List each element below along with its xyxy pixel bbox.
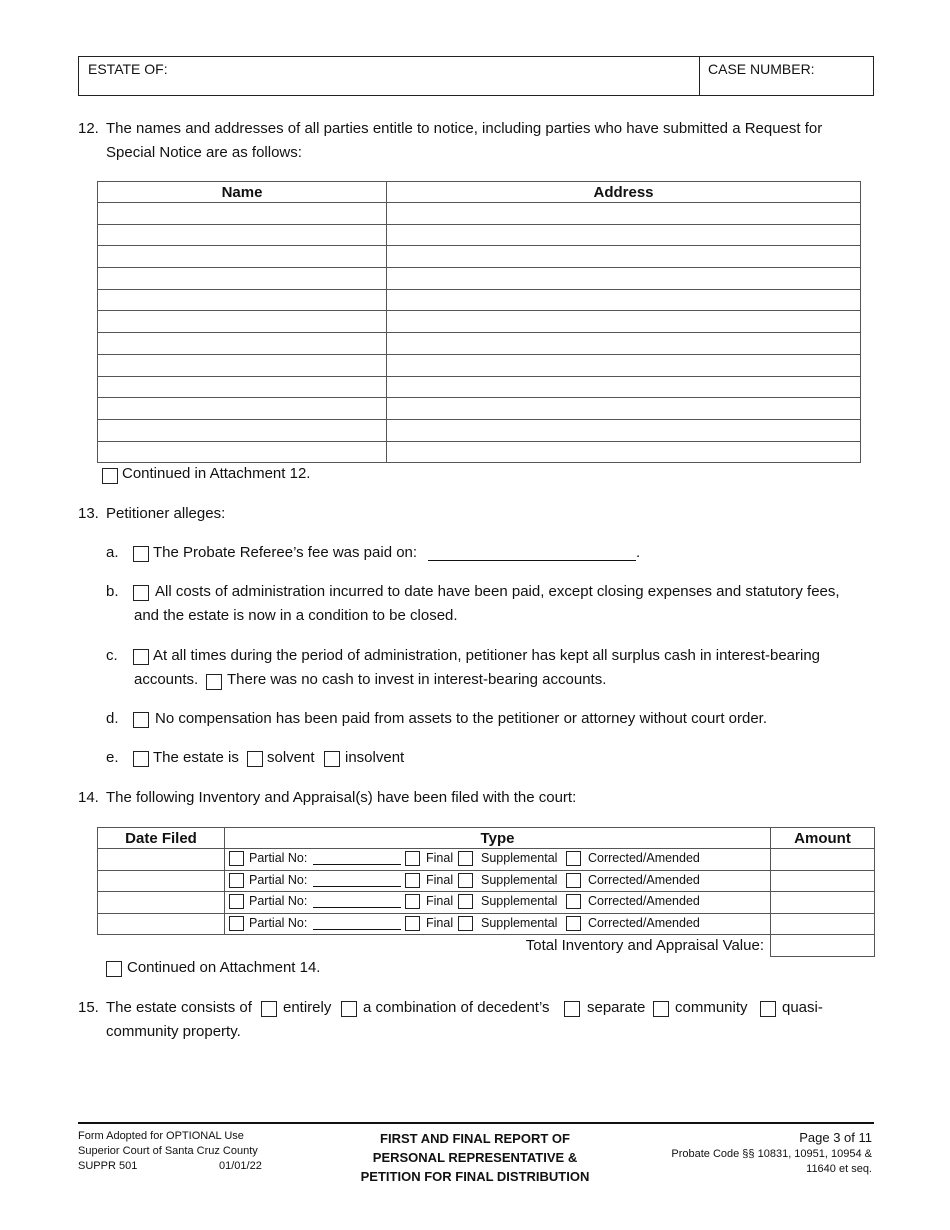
final-label: Final (426, 872, 454, 887)
estate-is-text: The estate is (153, 749, 239, 766)
party-name-cell[interactable] (98, 354, 387, 376)
final-label: Final (426, 851, 454, 865)
party-name-cell[interactable] (98, 333, 387, 355)
partial-label: Partial No: (249, 894, 308, 909)
no-compensation-checkbox[interactable] (133, 712, 149, 728)
notice-parties-table (97, 181, 861, 463)
footer-code-line2: 11640 et seq. (806, 1163, 872, 1175)
footer-title-line3: PETITION FOR FINAL DISTRIBUTION (360, 1169, 590, 1184)
insolvent-label: insolvent (345, 749, 405, 766)
corrected-amended-label: Corrected/Amended (588, 915, 700, 930)
footer-left (78, 1129, 288, 1174)
table-row (98, 913, 875, 935)
item-15-number: 15. (78, 999, 99, 1016)
supplemental-checkbox[interactable] (458, 916, 473, 931)
type-cell (225, 849, 771, 871)
item-12-number: 12. (78, 120, 99, 137)
corrected-amended-checkbox[interactable] (566, 916, 581, 931)
date-filed-cell[interactable] (98, 892, 225, 914)
final-label: Final (426, 915, 454, 930)
party-name-cell[interactable] (98, 311, 387, 333)
partial-number-field[interactable] (313, 907, 401, 908)
footer-form-date: 01/01/22 (219, 1160, 262, 1172)
amount-cell[interactable] (771, 849, 875, 871)
item-14-number: 14. (78, 789, 99, 806)
table-row (98, 419, 861, 441)
combination-checkbox[interactable] (341, 1001, 357, 1017)
partial-checkbox[interactable] (229, 894, 244, 909)
caption-box (78, 56, 874, 96)
name-column-header: Name (98, 182, 387, 203)
partial-number-field[interactable] (313, 929, 401, 930)
partial-checkbox[interactable] (229, 851, 244, 866)
table-row (98, 354, 861, 376)
supplemental-label: Supplemental (481, 915, 558, 930)
item-12-text-line2: Special Notice are as follows: (106, 144, 302, 161)
no-cash-text: There was no cash to invest in interest-bearing accounts. (227, 671, 607, 688)
final-checkbox[interactable] (405, 851, 420, 866)
party-address-cell[interactable] (387, 333, 861, 355)
party-address-cell[interactable] (387, 398, 861, 420)
costs-paid-line2: and the estate is now in a condition to be closed. (134, 607, 458, 624)
footer-court-name: Superior Court of Santa Cruz County (78, 1145, 258, 1157)
partial-number-field[interactable] (313, 886, 401, 887)
amount-cell[interactable] (771, 892, 875, 914)
date-filed-cell[interactable] (98, 913, 225, 935)
footer-code-line1: Probate Code §§ 10831, 10951, 10954 & (671, 1148, 872, 1160)
final-checkbox[interactable] (405, 873, 420, 888)
table-row (98, 268, 861, 290)
date-filed-cell[interactable] (98, 849, 225, 871)
partial-checkbox[interactable] (229, 916, 244, 931)
partial-label: Partial No: (249, 872, 308, 887)
estate-of-label: ESTATE OF: (88, 61, 168, 77)
footer-form-number: SUPPR 501 (78, 1160, 138, 1172)
entirely-label: entirely (283, 999, 332, 1016)
type-cell (225, 913, 771, 935)
footer-rule (78, 1122, 874, 1124)
item-13-intro: Petitioner alleges: (106, 505, 226, 522)
costs-paid-checkbox[interactable] (133, 585, 149, 601)
type-cell (225, 892, 771, 914)
party-address-cell[interactable] (387, 246, 861, 268)
party-address-cell[interactable] (387, 419, 861, 441)
amount-cell[interactable] (771, 870, 875, 892)
table-row (98, 246, 861, 268)
footer-page-number: Page 3 of 11 (799, 1130, 872, 1145)
continued-attachment-14-checkbox[interactable] (106, 961, 122, 977)
party-address-cell[interactable] (387, 224, 861, 246)
type-cell (225, 870, 771, 892)
table-row (98, 849, 875, 871)
item-13-number: 13. (78, 505, 99, 522)
amount-column-header: Amount (771, 828, 875, 849)
party-address-cell[interactable] (387, 289, 861, 311)
footer-form-adopted: Form Adopted for OPTIONAL Use (78, 1130, 244, 1142)
date-filed-column-header: Date Filed (98, 828, 225, 849)
footer-form-id-row (78, 1159, 288, 1174)
supplemental-label: Supplemental (481, 894, 558, 909)
party-name-cell[interactable] (98, 289, 387, 311)
entirely-checkbox[interactable] (261, 1001, 277, 1017)
type-column-header: Type (225, 828, 771, 849)
footer-title-line1: FIRST AND FINAL REPORT OF (380, 1131, 570, 1146)
separate-label: separate (587, 999, 646, 1016)
combination-label: a combination of decedent’s (363, 999, 550, 1016)
estate-consists-text: The estate consists of (106, 999, 252, 1016)
continued-attachment-14-label: Continued on Attachment 14. (127, 959, 321, 976)
item-13a-letter: a. (106, 544, 119, 561)
corrected-amended-checkbox[interactable] (566, 851, 581, 866)
community-label: community (675, 999, 748, 1016)
amount-cell[interactable] (771, 913, 875, 935)
item-13b-letter: b. (106, 583, 119, 600)
footer-title-line2: PERSONAL REPRESENTATIVE & (372, 1150, 578, 1165)
party-address-cell[interactable] (387, 354, 861, 376)
item-13c-letter: c. (106, 647, 118, 664)
referee-fee-checkbox[interactable] (133, 546, 149, 562)
party-name-cell[interactable] (98, 246, 387, 268)
table-row (98, 376, 861, 398)
surplus-cash-line1: At all times during the period of administration, petitioner has kept all surplus cash in interest-bearing (153, 647, 821, 664)
total-inventory-label: Total Inventory and Appraisal Value: (525, 937, 764, 955)
solvent-checkbox[interactable] (247, 751, 263, 767)
caption-divider (699, 57, 700, 95)
no-cash-checkbox[interactable] (206, 674, 222, 690)
partial-label: Partial No: (249, 915, 308, 930)
party-name-cell[interactable] (98, 398, 387, 420)
community-checkbox[interactable] (653, 1001, 669, 1017)
separate-checkbox[interactable] (564, 1001, 580, 1017)
surplus-cash-checkbox[interactable] (133, 649, 149, 665)
supplemental-checkbox[interactable] (458, 851, 473, 866)
supplemental-checkbox[interactable] (458, 873, 473, 888)
table-row (98, 203, 861, 225)
party-name-cell[interactable] (98, 268, 387, 290)
footer-right (612, 1129, 872, 1177)
party-name-cell[interactable] (98, 203, 387, 225)
party-name-cell[interactable] (98, 376, 387, 398)
date-filed-cell[interactable] (98, 870, 225, 892)
inventory-appraisal-table (97, 827, 875, 957)
party-address-cell[interactable] (387, 203, 861, 225)
address-column-header: Address (387, 182, 861, 203)
corrected-amended-label: Corrected/Amended (588, 894, 700, 909)
estate-status-checkbox[interactable] (133, 751, 149, 767)
table-row (98, 892, 875, 914)
table-row (98, 441, 861, 463)
table-row (98, 289, 861, 311)
corrected-amended-label: Corrected/Amended (588, 872, 700, 887)
insolvent-checkbox[interactable] (324, 751, 340, 767)
final-label: Final (426, 894, 454, 909)
item-13d-letter: d. (106, 710, 119, 727)
partial-checkbox[interactable] (229, 873, 244, 888)
community-property-text: community property. (106, 1023, 241, 1040)
party-name-cell[interactable] (98, 419, 387, 441)
final-checkbox[interactable] (405, 894, 420, 909)
costs-paid-line1: All costs of administration incurred to date have been paid, except closing expenses and statutory fees, (155, 583, 840, 600)
party-address-cell[interactable] (387, 441, 861, 463)
corrected-amended-checkbox[interactable] (566, 873, 581, 888)
referee-fee-text: The Probate Referee’s fee was paid on: (153, 544, 418, 561)
item-12-text-line1: The names and addresses of all parties entitle to notice, including parties who have submitted a Request for (106, 120, 823, 137)
supplemental-checkbox[interactable] (458, 894, 473, 909)
party-address-cell[interactable] (387, 376, 861, 398)
table-row (98, 224, 861, 246)
continued-attachment-12-label: Continued in Attachment 12. (122, 465, 311, 482)
total-inventory-amount-field[interactable] (771, 935, 875, 957)
party-name-cell[interactable] (98, 441, 387, 463)
table-row (98, 333, 861, 355)
referee-fee-period: . (636, 544, 641, 561)
table-row (98, 311, 861, 333)
party-address-cell[interactable] (387, 311, 861, 333)
quasi-label: quasi- (782, 999, 823, 1016)
case-number-label: CASE NUMBER: (708, 61, 815, 77)
party-address-cell[interactable] (387, 268, 861, 290)
table-row (98, 870, 875, 892)
quasi-community-checkbox[interactable] (760, 1001, 776, 1017)
partial-label: Partial No: (249, 851, 308, 865)
item-13e-letter: e. (106, 749, 119, 766)
referee-fee-date-field[interactable] (428, 560, 636, 561)
table-row (98, 398, 861, 420)
party-name-cell[interactable] (98, 224, 387, 246)
final-checkbox[interactable] (405, 916, 420, 931)
partial-number-field[interactable] (313, 864, 401, 865)
corrected-amended-checkbox[interactable] (566, 894, 581, 909)
solvent-label: solvent (267, 749, 315, 766)
footer-form-title (330, 1129, 620, 1186)
supplemental-label: Supplemental (481, 872, 558, 887)
no-compensation-text: No compensation has been paid from assets to the petitioner or attorney without court order. (155, 710, 768, 727)
item-14-text: The following Inventory and Appraisal(s) have been filed with the court: (106, 789, 577, 806)
continued-attachment-12-checkbox[interactable] (102, 468, 118, 484)
corrected-amended-label: Corrected/Amended (588, 851, 700, 865)
surplus-cash-line2: accounts. (134, 671, 199, 688)
supplemental-label: Supplemental (481, 851, 558, 865)
